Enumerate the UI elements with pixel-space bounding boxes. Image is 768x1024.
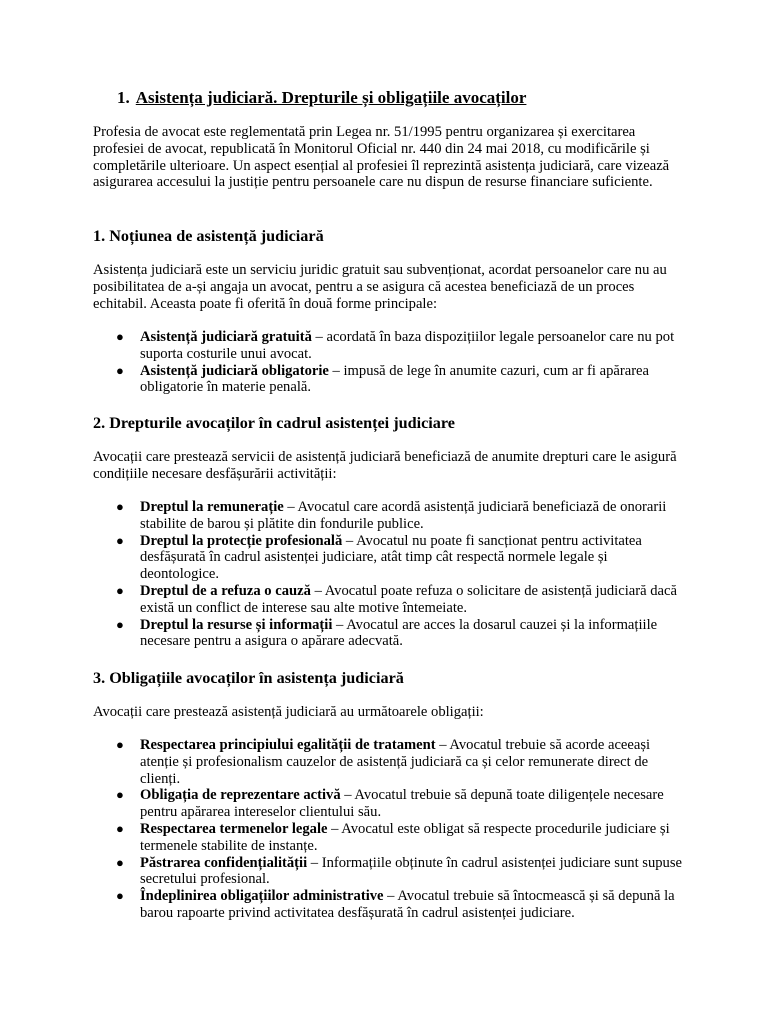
list-item-text: – Avocatul nu poate fi sancționat pentru activitatea desfășurată în cadrul asistenței judiciare, atât timp cât respectă normele legale și deontologice. [140, 532, 642, 583]
title-number: 1. [117, 88, 130, 107]
list-item-text: – Avocatul trebuie să depună toate diligențele necesare pentru apărarea intereselor clientului său. [140, 787, 664, 821]
list-item-text: – Avocatul este obligat să respecte procedurile judiciare și termenele stabilite de instanțe. [140, 820, 670, 854]
list-item [93, 363, 685, 397]
section-2-paragraph: Avocații care prestează servicii de asistență judiciară beneficiază de anumite drepturi care le asigură condițiile necesare desfășurării activității: [93, 449, 677, 482]
list-item-term: Dreptul la resurse și informații [140, 616, 333, 633]
bullet-icon: ● [116, 888, 124, 904]
bullet-icon: ● [116, 787, 124, 803]
list-item-text: – Avocatul trebuie să întocmească și să depună la barou rapoarte privind activitatea desfășurată în cadrul asistenței judiciare. [140, 888, 675, 921]
bullet-icon: ● [116, 616, 124, 632]
title-text: Asistența judiciară. Drepturile și obligațiile avocaților [135, 88, 527, 107]
bullet-icon: ● [116, 737, 124, 752]
list-item-term: Dreptul de a refuza o cauză [140, 582, 311, 599]
section-1-list [93, 329, 685, 396]
list-item [93, 855, 685, 889]
list-item [93, 617, 685, 651]
list-item [93, 499, 685, 533]
section-2-list [93, 499, 685, 650]
list-item-term: Asistență judiciară obligatorie [140, 362, 329, 379]
list-item [93, 329, 685, 363]
list-item-text: – Avocatul trebuie să acorde aceeași atenție și profesionalism cauzelor de asistență judiciară ca și celor remunerate direct de clienți. [140, 737, 651, 787]
list-item-text: – Avocatul care acordă asistență judiciară beneficiază de onorarii stabilite de barou și plătite din fondurile publice. [140, 499, 667, 532]
bullet-icon: ● [116, 854, 124, 870]
list-item-term: Dreptul la remunerație [140, 499, 284, 515]
list-item [93, 888, 685, 922]
list-item [93, 787, 685, 821]
list-item [93, 821, 685, 855]
section-3-heading: 3. Obligațiile avocaților în asistența judiciară [93, 669, 404, 687]
list-item-text: – impusă de lege în anumite cazuri, cum ar fi apărarea obligatorie în materie penală. [140, 362, 650, 396]
list-item-term: Respectarea termenelor legale [140, 820, 328, 837]
section-1-paragraph: Asistența judiciară este un serviciu juridic gratuit sau subvenționat, acordat persoanelor care nu au posibilitatea de a-și angaja un avocat, pentru a se asigura că acestea beneficiază de un proces echitabil. Aceasta poate fi oferită în două forme principale: [93, 262, 667, 312]
list-item-term: Dreptul la protecție profesională [140, 532, 343, 549]
list-item-text: – Informațiile obținute în cadrul asistenței judiciare sunt supuse secretului profesional. [140, 854, 683, 888]
section-3-paragraph: Avocații care prestează asistență judiciară au următoarele obligații: [93, 704, 484, 720]
bullet-icon: ● [116, 582, 124, 598]
list-item [93, 737, 685, 787]
list-item [93, 533, 685, 583]
intro-paragraph: Profesia de avocat este reglementată prin Legea nr. 51/1995 pentru organizarea și exercitarea profesiei de avocat, republicată în Monitorul Oficial nr. 440 din 24 mai 2018, cu modificările și completările ulterioare. Un aspect esențial al profesiei îl reprezintă asistența judiciară, care vizează asigurarea accesului la justiție pentru persoanele care nu dispun de resurse financiare suficiente. [93, 124, 670, 191]
section-3-list [93, 737, 685, 922]
list-item-term: Păstrarea confidențialității [140, 854, 308, 871]
bullet-icon: ● [116, 820, 124, 836]
list-item-text: – Avocatul are acces la dosarul cauzei și la informațiile necesare pentru a asigura o apărare adecvată. [140, 616, 658, 650]
section-1-heading: 1. Noțiunea de asistență judiciară [93, 227, 324, 245]
list-item-term: Obligația de reprezentare activă [140, 787, 341, 804]
bullet-icon: ● [116, 362, 124, 378]
section-2-heading: 2. Drepturile avocaților în cadrul asistenței judiciare [93, 414, 455, 432]
document-title [117, 88, 526, 108]
list-item-text: – acordată în baza dispozițiilor legale persoanelor care nu pot suporta costurile unui avocat. [140, 329, 675, 362]
list-item-term: Îndeplinirea obligațiilor administrative [140, 888, 384, 905]
list-item-term: Respectarea principiului egalității de tratament [140, 737, 436, 753]
bullet-icon: ● [116, 499, 124, 514]
bullet-icon: ● [116, 532, 124, 548]
bullet-icon: ● [116, 329, 124, 344]
list-item-term: Asistență judiciară gratuită [140, 329, 312, 345]
list-item-text: – Avocatul poate refuza o solicitare de asistență judiciară dacă există un conflict de interese sau alte motive întemeiate. [140, 582, 677, 616]
list-item [93, 583, 685, 617]
